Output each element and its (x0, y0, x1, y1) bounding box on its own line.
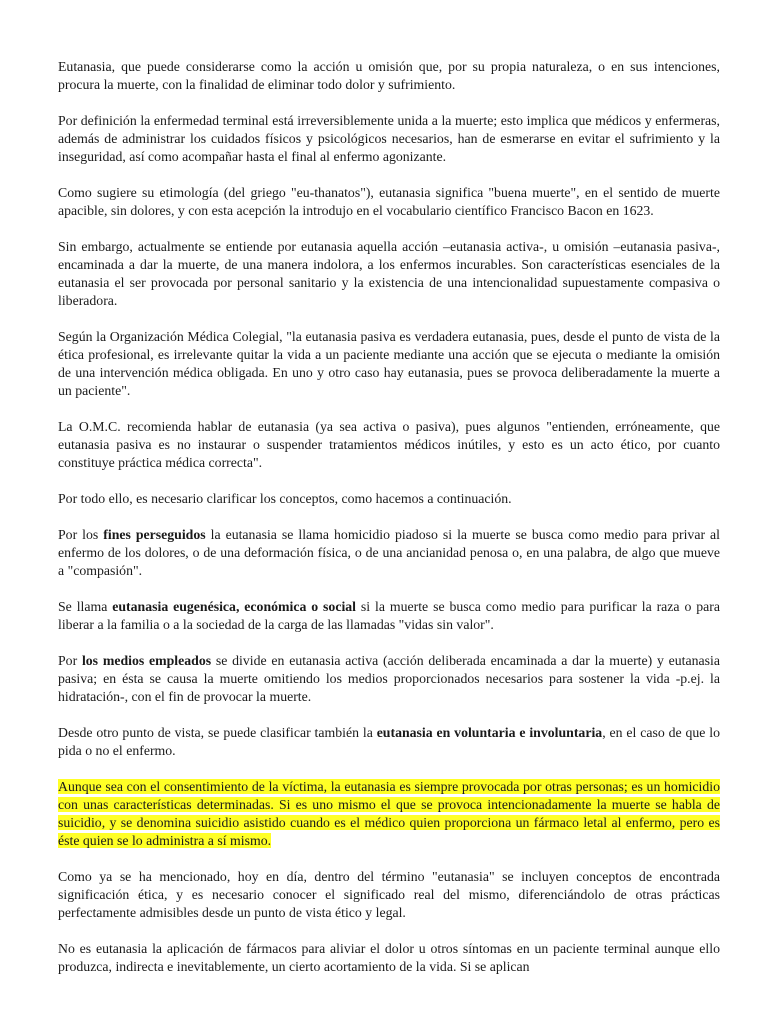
paragraph (58, 598, 720, 634)
text-run: si la muerte se busca como medio para purificar la raza o para liberar a la familia o a la sociedad de la carga de las llamadas "vidas sin valor". (58, 599, 720, 632)
text-run: Según la Organización Médica Colegial, "la eutanasia pasiva es verdadera eutanasia, pues, desde el punto de vista de la ética profesional, es irrelevante quitar la vida a un paciente mediante una acción que se ejecuta o mediante la omisión de una intervención médica obligada. En uno y otro caso hay eutanasia, pues se provoca deliberadamente la muerte a un paciente". (58, 329, 720, 398)
paragraph (58, 328, 720, 400)
paragraph (58, 58, 720, 94)
text-run: Eutanasia, que puede considerarse como la acción u omisión que, por su propia naturaleza, o en sus intenciones, procura la muerte, con la finalidad de eliminar todo dolor y sufrimiento. (58, 59, 720, 92)
paragraph (58, 724, 720, 760)
paragraph (58, 238, 720, 310)
paragraph (58, 868, 720, 922)
paragraph (58, 526, 720, 580)
text-run: Como sugiere su etimología (del griego "eu-thanatos"), eutanasia significa "buena muerte", en el sentido de muerte apacible, sin dolores, y con esta acepción la introdujo en el vocabulario científico Francisco Bacon en 1623. (58, 185, 720, 218)
text-run: Por todo ello, es necesario clarificar los conceptos, como hacemos a continuación. (58, 491, 512, 506)
bold-term: fines perseguidos (103, 527, 206, 542)
paragraph (58, 112, 720, 166)
text-run: la eutanasia se llama homicidio piadoso si la muerte se busca como medio para privar al enfermo de los dolores, o de una deformación física, o de una ancianidad penosa o, en una palabra, de algo que mueve a "compasión". (58, 527, 720, 578)
bold-term: eutanasia en voluntaria e involuntaria (376, 725, 603, 740)
text-run: Por definición la enfermedad terminal está irreversiblemente unida a la muerte; esto implica que médicos y enfermeras, además de administrar los cuidados físicos y psicológicos necesarios, han de esmerarse en evitar el sufrimiento y la inseguridad, así como acompañar hasta el final al enfermo agonizante. (58, 113, 720, 164)
paragraph (58, 940, 720, 976)
paragraph (58, 184, 720, 220)
text-run: Sin embargo, actualmente se entiende por eutanasia aquella acción –eutanasia activa-, u omisión –eutanasia pasiva-, encaminada a dar la muerte, de una manera indolora, a los enfermos incurables. Son características esenciales de la eutanasia el ser provocada por personal sanitario y la existencia de una intencionalidad supuestamente compasiva o liberadora. (58, 239, 720, 308)
document-body (58, 58, 720, 976)
paragraph (58, 652, 720, 706)
text-run: , en el caso de que lo pida o no el enfermo. (58, 725, 720, 758)
highlighted-text: Aunque sea con el consentimiento de la víctima, la eutanasia es siempre provocada por otras personas; es un homicidio con unas características determinadas. Si es uno mismo el que se provoca intencionadamente la muerte se habla de suicidio, y se denomina suicidio asistido cuando es el médico quien proporciona un fármaco letal al enfermo, pero es éste quien se lo administra a sí mismo. (58, 779, 720, 848)
paragraph (58, 490, 720, 508)
text-run: Desde otro punto de vista, se puede clasificar también la (58, 725, 377, 740)
text-run: La O.M.C. recomienda hablar de eutanasia (ya sea activa o pasiva), pues algunos "entienden, erróneamente, que eutanasia pasiva es no instaurar o suspender tratamientos médicos inútiles, y esto es un acto ético, por cuanto constituye práctica médica correcta". (58, 419, 720, 470)
text-run: Como ya se ha mencionado, hoy en día, dentro del término "eutanasia" se incluyen conceptos de encontrada significación ética, y es necesario conocer el significado real del mismo, diferenciándolo de otras prácticas perfectamente admisibles desde un punto de vista ético y legal. (58, 869, 720, 920)
text-run: se divide en eutanasia activa (acción deliberada encaminada a dar la muerte) y eutanasia pasiva; en ésta se causa la muerte omitiendo los medios proporcionados necesarios para sostener la vida -p.ej. la hidratación-, con el fin de provocar la muerte. (58, 653, 720, 704)
paragraph (58, 778, 720, 850)
bold-term: eutanasia eugenésica, económica o social (112, 599, 357, 614)
bold-term: los medios empleados (81, 653, 212, 668)
paragraph (58, 418, 720, 472)
text-run: No es eutanasia la aplicación de fármacos para aliviar el dolor u otros síntomas en un paciente terminal aunque ello produzca, indirecta e inevitablemente, un cierto acortamiento de la vida. Si se aplican (58, 941, 720, 974)
text-run: Se llama (58, 599, 113, 614)
text-run: Por (58, 653, 82, 668)
text-run: Por los (58, 527, 104, 542)
